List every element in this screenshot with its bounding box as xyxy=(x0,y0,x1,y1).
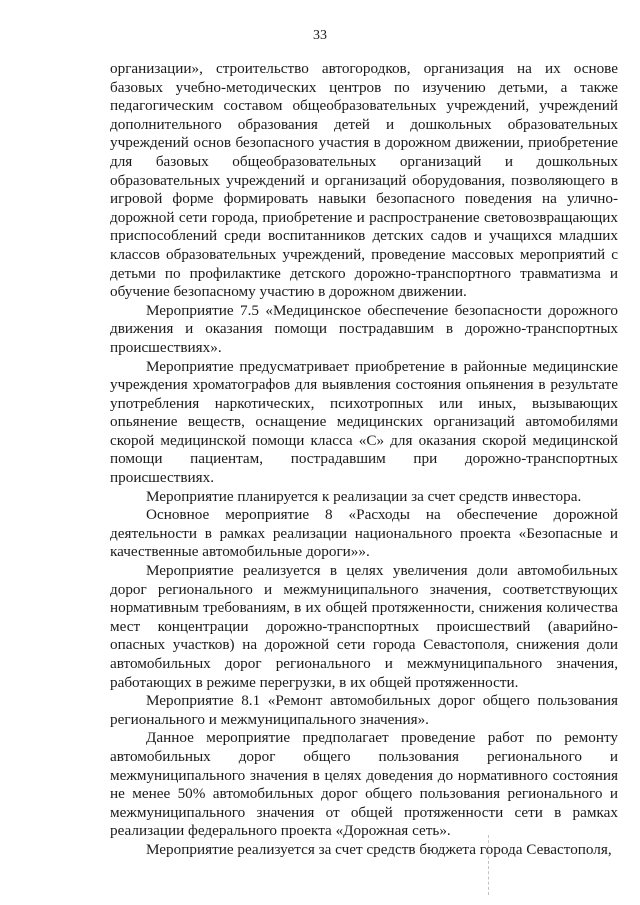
paragraph-measure-8-goals: Мероприятие реализуется в целях увеличения доли автомобильных дорог регионального и межмуниципального значения, соответствующих нормативным требованиям, в их общей протяженности, снижения количества мест концентрации дорожно-транспортных происшествий (аварийно-опасных участков) на дорожной сети города Севастополя, снижения доли автомобильных дорог регионального и межмуниципального значения, работающих в режиме перегрузки, в их общей протяженности. xyxy=(110,562,618,691)
paragraph-measure-8-1: Мероприятие 8.1 «Ремонт автомобильных дорог общего пользования регионального и межмуниципального значения». xyxy=(110,692,618,728)
paragraph-measure-8-1-description: Данное мероприятие предполагает проведение работ по ремонту автомобильных дорог общего пользования регионального и межмуниципального значения в целях доведения до нормативного состояния не менее 50% автомобильных дорог общего пользования регионального и межмуниципального значения от общей протяженности сети в рамках реализации федерального проекта «Дорожная сеть». xyxy=(110,729,618,840)
page-number: 33 xyxy=(313,28,327,43)
paragraph-measure-7-5-description: Мероприятие предусматривает приобретение в районные медицинские учреждения хроматографов для выявления состояния опьянения в результате употребления наркотических, психотропных или иных, вызывающих опьянение веществ, оснащение медицинских организаций автомобилями скорой медицинской помощи класса «С» для оказания скорой медицинской помощи пациентам, пострадавшим при дорожно-транспортных происшествиях. xyxy=(110,357,618,487)
paragraph-investor-funding: Мероприятие планируется к реализации за счет средств инвестора. xyxy=(146,487,582,505)
paragraph-budget-funding: Мероприятие реализуется за счет средств бюджета города Севастополя, xyxy=(146,840,612,858)
paragraph-continuation: организации», строительство автогородков, организация на их основе базовых учебно-методических центров по изучению детьми, а также педагогическим составом общеобразовательных учреждений, учреждений дополнительного образования детей и дошкольных образовательных учреждений основ безопасного участия в дорожном движении, приобретение для базовых общеобразовательных организаций и дошкольных образовательных учреждений и организаций оборудования, позволяющего в игровой форме формировать навыки безопасного поведения на улично-дорожной сети города, приобретение и распространение световозвращающих приспособлений среди воспитанников детских садов и учащихся младших классов образовательных учреждений, проведение массовых мероприятий с детьми по профилактике детского дорожно-транспортного травматизма и обучение безопасному участию в дорожном движении. xyxy=(110,60,618,301)
body-text xyxy=(110,60,618,860)
paragraph-main-measure-8: Основное мероприятие 8 «Расходы на обеспечение дорожной деятельности в рамках реализации национального проекта «Безопасные и качественные автомобильные дороги»». xyxy=(110,506,618,561)
paragraph-measure-7-5: Мероприятие 7.5 «Медицинское обеспечение безопасности дорожного движения и оказания помощи пострадавшим в дорожно-транспортных происшествиях». xyxy=(110,301,618,356)
scan-artifact-line xyxy=(488,835,490,895)
